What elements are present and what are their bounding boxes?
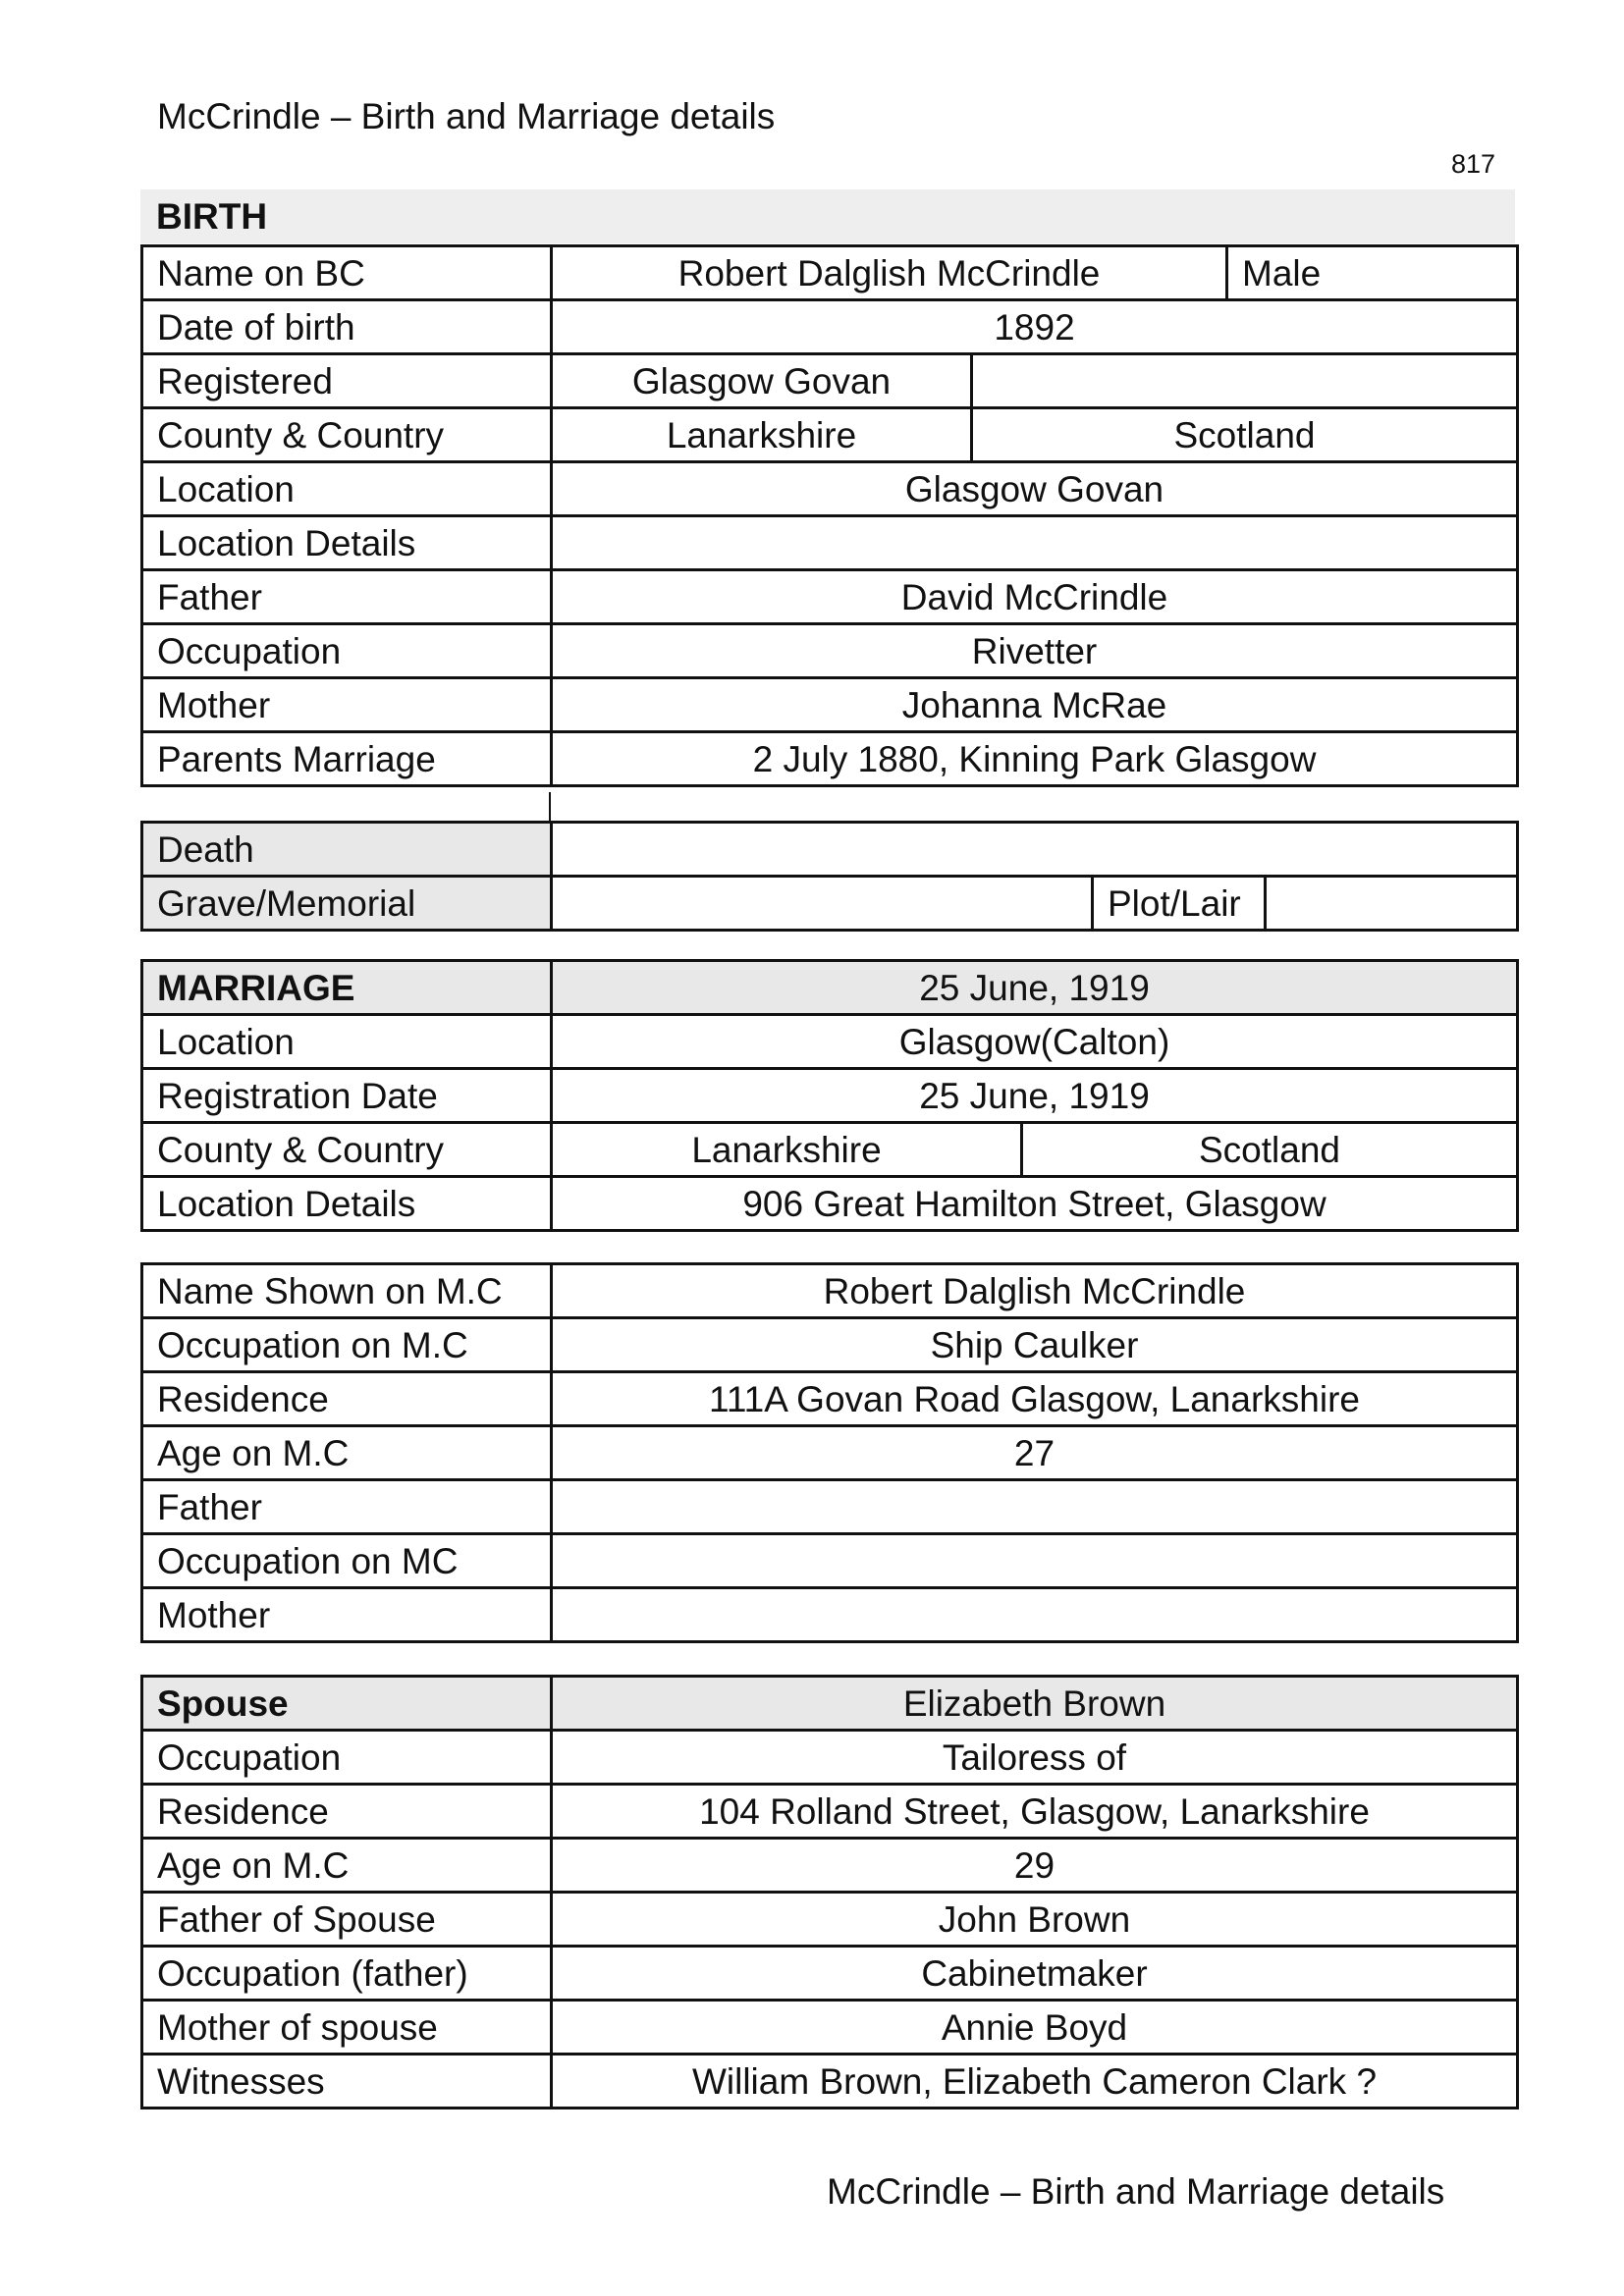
- plot-label: Plot/Lair: [1093, 877, 1266, 931]
- marriage-table: [140, 959, 1519, 1232]
- death-label: Death: [142, 823, 552, 877]
- marriage-country-value: Scotland: [1022, 1123, 1518, 1177]
- groom-name-label: Name Shown on M.C: [142, 1264, 552, 1318]
- page-number: 817: [1451, 149, 1496, 179]
- grave-label: Grave/Memorial: [142, 877, 552, 931]
- spouse-name-value: Elizabeth Brown: [552, 1677, 1518, 1731]
- spouse-father-label: Father of Spouse: [142, 1893, 552, 1947]
- groom-residence-label: Residence: [142, 1372, 552, 1426]
- birth-name-value: Robert Dalglish McCrindle: [552, 246, 1227, 300]
- marriage-county-value: Lanarkshire: [552, 1123, 1022, 1177]
- spouse-mother-value: Annie Boyd: [552, 2001, 1518, 2055]
- groom-father-occupation-value: [552, 1534, 1518, 1588]
- birth-location-value: Glasgow Govan: [552, 462, 1518, 516]
- birth-parents-marriage-label: Parents Marriage: [142, 732, 552, 786]
- table-row: [142, 1588, 1518, 1642]
- groom-mother-value: [552, 1588, 1518, 1642]
- birth-father-value: David McCrindle: [552, 570, 1518, 624]
- birth-dob-value: 1892: [552, 300, 1518, 354]
- marriage-county-label: County & Country: [142, 1123, 552, 1177]
- birth-location-details-label: Location Details: [142, 516, 552, 570]
- document-title: McCrindle – Birth and Marriage details: [157, 96, 776, 136]
- groom-name-value: Robert Dalglish McCrindle: [552, 1264, 1518, 1318]
- marriage-section-heading: MARRIAGE: [142, 961, 552, 1015]
- birth-sex-value: Male: [1227, 246, 1518, 300]
- marriage-location-label: Location: [142, 1015, 552, 1069]
- table-row: [142, 1318, 1518, 1372]
- groom-occupation-label: Occupation on M.C: [142, 1318, 552, 1372]
- table-row: [142, 1677, 1518, 1731]
- table-row: [142, 1264, 1518, 1318]
- table-row: [142, 462, 1518, 516]
- birth-location-details-value: [552, 516, 1518, 570]
- birth-table: [140, 244, 1519, 787]
- grave-value: [552, 877, 1093, 931]
- birth-county-label: County & Country: [142, 408, 552, 462]
- groom-father-value: [552, 1480, 1518, 1534]
- table-row: [142, 1534, 1518, 1588]
- birth-parents-marriage-value: 2 July 1880, Kinning Park Glasgow: [552, 732, 1518, 786]
- birth-occupation-value: Rivetter: [552, 624, 1518, 678]
- divider: [549, 792, 551, 822]
- groom-age-label: Age on M.C: [142, 1426, 552, 1480]
- table-row: [142, 1893, 1518, 1947]
- spouse-father-occupation-value: Cabinetmaker: [552, 1947, 1518, 2001]
- table-row: [142, 877, 1518, 931]
- table-row: [142, 1839, 1518, 1893]
- groom-table: [140, 1262, 1519, 1643]
- table-row: [142, 1123, 1518, 1177]
- groom-occupation-value: Ship Caulker: [552, 1318, 1518, 1372]
- table-row: [142, 823, 1518, 877]
- birth-dob-label: Date of birth: [142, 300, 552, 354]
- birth-location-label: Location: [142, 462, 552, 516]
- groom-residence-value: 111A Govan Road Glasgow, Lanarkshire: [552, 1372, 1518, 1426]
- witnesses-label: Witnesses: [142, 2055, 552, 2109]
- table-row: [142, 1426, 1518, 1480]
- birth-registered-extra: [972, 354, 1518, 408]
- birth-father-label: Father: [142, 570, 552, 624]
- marriage-registration-date-label: Registration Date: [142, 1069, 552, 1123]
- table-row: [142, 1372, 1518, 1426]
- spouse-age-value: 29: [552, 1839, 1518, 1893]
- marriage-location-details-value: 906 Great Hamilton Street, Glasgow: [552, 1177, 1518, 1231]
- spouse-age-label: Age on M.C: [142, 1839, 552, 1893]
- table-row: [142, 732, 1518, 786]
- table-row: [142, 408, 1518, 462]
- table-row: [142, 1480, 1518, 1534]
- birth-county-value: Lanarkshire: [552, 408, 972, 462]
- spouse-occupation-label: Occupation: [142, 1731, 552, 1785]
- spouse-occupation-value: Tailoress of: [552, 1731, 1518, 1785]
- marriage-date-value: 25 June, 1919: [552, 961, 1518, 1015]
- table-row: [142, 961, 1518, 1015]
- table-row: [142, 354, 1518, 408]
- marriage-location-value: Glasgow(Calton): [552, 1015, 1518, 1069]
- table-row: [142, 570, 1518, 624]
- birth-mother-label: Mother: [142, 678, 552, 732]
- table-row: [142, 1177, 1518, 1231]
- table-row: [142, 624, 1518, 678]
- plot-value: [1266, 877, 1518, 931]
- groom-age-value: 27: [552, 1426, 1518, 1480]
- spouse-mother-label: Mother of spouse: [142, 2001, 552, 2055]
- table-row: [142, 1069, 1518, 1123]
- death-value: [552, 823, 1518, 877]
- spouse-residence-label: Residence: [142, 1785, 552, 1839]
- table-row: [142, 1947, 1518, 2001]
- table-row: [142, 516, 1518, 570]
- groom-mother-label: Mother: [142, 1588, 552, 1642]
- marriage-registration-date-value: 25 June, 1919: [552, 1069, 1518, 1123]
- birth-section-heading: BIRTH: [140, 189, 1515, 243]
- birth-registered-label: Registered: [142, 354, 552, 408]
- table-row: [142, 2055, 1518, 2109]
- birth-mother-value: Johanna McRae: [552, 678, 1518, 732]
- table-row: [142, 300, 1518, 354]
- footer-title: McCrindle – Birth and Marriage details: [827, 2171, 1445, 2212]
- spouse-father-value: John Brown: [552, 1893, 1518, 1947]
- birth-name-label: Name on BC: [142, 246, 552, 300]
- birth-registered-value: Glasgow Govan: [552, 354, 972, 408]
- birth-occupation-label: Occupation: [142, 624, 552, 678]
- table-row: [142, 246, 1518, 300]
- witnesses-value: William Brown, Elizabeth Cameron Clark ?: [552, 2055, 1518, 2109]
- table-row: [142, 1015, 1518, 1069]
- spouse-father-occupation-label: Occupation (father): [142, 1947, 552, 2001]
- groom-father-label: Father: [142, 1480, 552, 1534]
- spouse-table: [140, 1675, 1519, 2109]
- spouse-residence-value: 104 Rolland Street, Glasgow, Lanarkshire: [552, 1785, 1518, 1839]
- groom-father-occupation-label: Occupation on MC: [142, 1534, 552, 1588]
- table-row: [142, 1785, 1518, 1839]
- spouse-section-heading: Spouse: [142, 1677, 552, 1731]
- marriage-location-details-label: Location Details: [142, 1177, 552, 1231]
- table-row: [142, 678, 1518, 732]
- death-table: [140, 821, 1519, 932]
- table-row: [142, 1731, 1518, 1785]
- birth-country-value: Scotland: [972, 408, 1518, 462]
- table-row: [142, 2001, 1518, 2055]
